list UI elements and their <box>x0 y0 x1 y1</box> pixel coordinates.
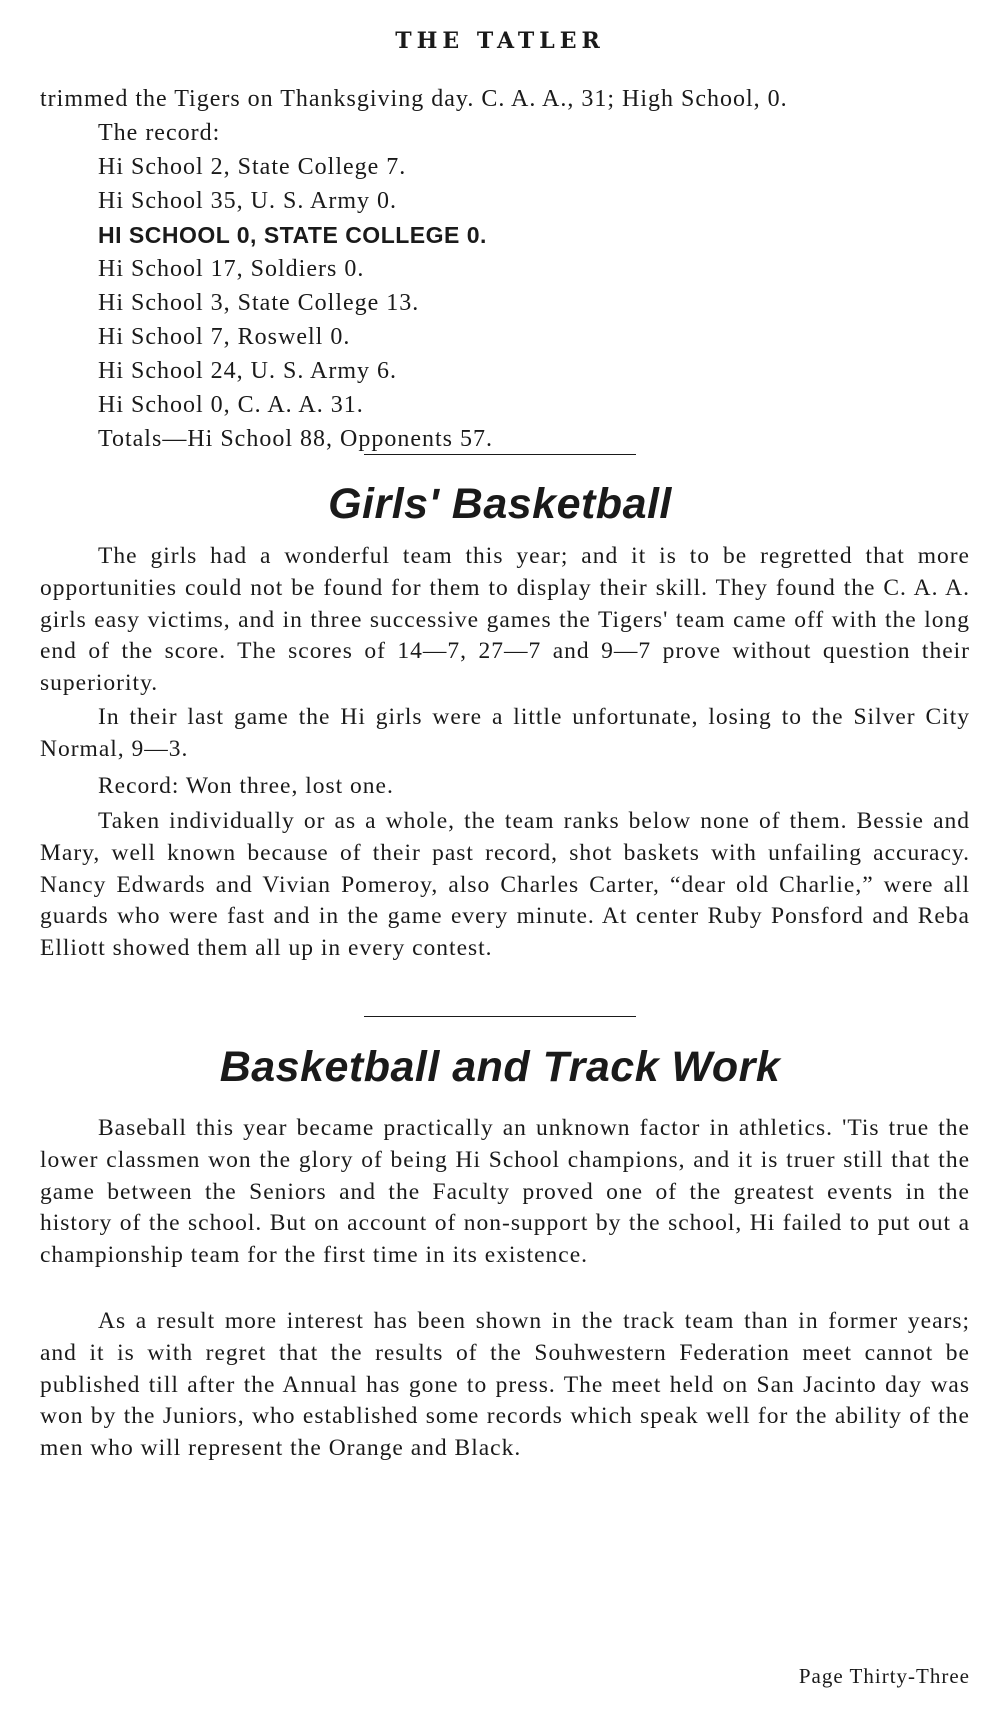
record-entry: Hi School 3, State College 13. <box>98 290 420 316</box>
page-number: Page Thirty-Three <box>798 1664 970 1688</box>
record-entry: Hi School 17, Soldiers 0. <box>98 256 365 282</box>
section-divider <box>364 1016 636 1017</box>
girls-basketball-record: Record: Won three, lost one. <box>98 773 394 799</box>
basketball-track-heading: Basketball and Track Work <box>219 1043 781 1091</box>
football-record-list <box>98 150 898 456</box>
record-entry: Hi School 35, U. S. Army 0. <box>98 188 398 214</box>
record-totals: Totals—Hi School 88, Opponents 57. <box>98 426 493 452</box>
basketball-track-paragraph: As a result more interest has been shown in the track team than in former years; and it is with regret that the results of the Souhwestern Federation meet cannot be published till after the Annual has gone to press. The meet held on San Jacinto day was won by the Juniors, who established some records which speak well for the ability of the men who will represent the Orange and Black. <box>40 1308 970 1462</box>
basketball-track-paragraph: Baseball this year became practically an unknown factor in athletics. 'Tis true the lower classmen won the glory of being Hi School champions, and it is truer still that the game between the Seniors and the Faculty proved one of the greatest events in the history of the school. But on account of non-support by the school, Hi failed to put out a championship team for the first time in its existence. <box>40 1115 970 1269</box>
girls-basketball-paragraph: The girls had a wonderful team this year; and it is to be regretted that more opportunities could not be found for them to display their skill. They found the C. A. A. girls easy victims, and in three successive games the Tigers' team came off with the long end of the score. The scores of 14—7, 27—7 and 9—7 prove without question their superiority. <box>40 543 970 697</box>
section-divider <box>364 454 636 455</box>
record-entry: Hi School 0, C. A. A. 31. <box>98 392 364 418</box>
girls-basketball-paragraph: Taken individually or as a whole, the team ranks below none of them. Bessie and Mary, well known because of their past record, shot baskets with unfailing accuracy. Nancy Edwards and Vivian Pomeroy, also Charles Carter, “dear old Charlie,” were all guards who were fast and in the game every minute. At center Ruby Ponsford and Reba Elliott showed them all up in every contest. <box>40 808 970 962</box>
record-entry: Hi School 7, Roswell 0. <box>98 324 351 350</box>
running-head: THE TATLER <box>395 28 605 54</box>
lead-line: trimmed the Tigers on Thanksgiving day. C. A. A., 31; High School, 0. <box>40 86 788 112</box>
girls-basketball-paragraph: In their last game the Hi girls were a little unfortunate, losing to the Silver City Normal, 9—3. <box>40 704 970 762</box>
record-entry: Hi School 24, U. S. Army 6. <box>98 358 398 384</box>
record-entry-highlighted: HI SCHOOL 0, STATE COLLEGE 0. <box>98 222 487 248</box>
girls-basketball-heading: Girls' Basketball <box>328 480 672 528</box>
record-label: The record: <box>98 120 221 146</box>
record-entry: Hi School 2, State College 7. <box>98 154 407 180</box>
